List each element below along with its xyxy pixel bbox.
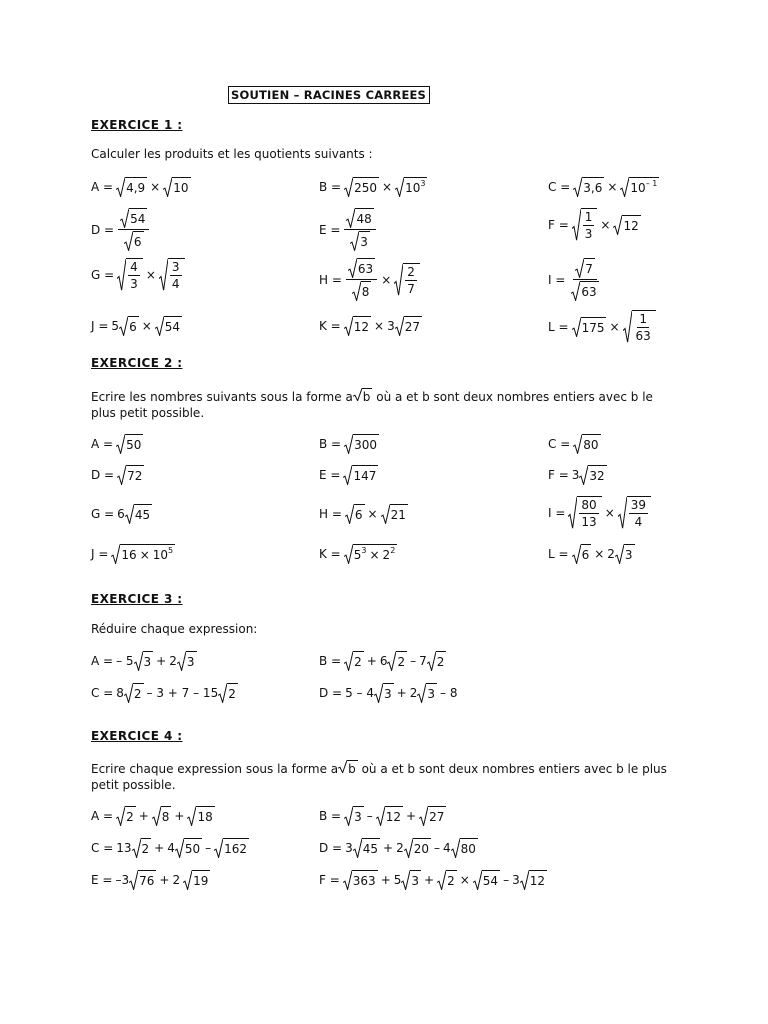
square-root-symbol: [345, 504, 354, 524]
ex4-expression-d: D = 3 45 + 2 20 – 4 80: [319, 838, 478, 858]
ex2-expression-a: A = 50: [91, 434, 143, 454]
square-root-symbol: [132, 838, 141, 858]
ex2-expression-g: G = 6 45: [91, 504, 152, 524]
square-root-symbol: [437, 870, 446, 890]
square-root-symbol: [134, 651, 143, 671]
square-root-symbol: [117, 465, 126, 485]
square-root-symbol: [381, 504, 390, 524]
ex1-expression-g: G = $\frac{4}{3}$ × $\frac{3}{4}$: [91, 258, 185, 291]
square-root-symbol: [573, 177, 582, 197]
ex1-expression-e: E = $\frac{48}{3}$: [319, 208, 377, 251]
square-root-symbol: [187, 806, 196, 826]
square-root-symbol: [473, 870, 482, 890]
ex1-expression-i: I = $\frac{7}{63}$: [548, 258, 602, 301]
ex3-expression-a: A = – 5 3 + 2 3: [91, 651, 197, 671]
exercise-3-heading: EXERCICE 3 :: [91, 592, 183, 606]
square-root-symbol: [572, 208, 581, 241]
square-root-symbol: [348, 258, 357, 278]
ex1-expression-l: L = 175 × $\frac{1}{63}$: [548, 310, 656, 343]
ex2-expression-l: L = 6 × 2 3: [548, 544, 635, 564]
square-root-symbol: [119, 316, 128, 336]
exercise-4-instruction: Ecrire chaque expression sous la forme a b où a et b sont deux nombres entiers avec b le plus petit possible.: [91, 762, 667, 792]
ex2-expression-c: C = 80: [548, 434, 601, 454]
square-root-symbol: [124, 683, 133, 703]
square-root-symbol: [572, 317, 581, 337]
ex2-expression-e: E = 147: [319, 465, 378, 485]
ex1-expression-f: F = $\frac{1}{3}$ × 12: [548, 210, 639, 241]
ex1-expression-c: C = 3,6 × 10 – 1: [548, 178, 658, 195]
square-root-symbol: [613, 215, 622, 235]
square-root-symbol: [116, 434, 125, 454]
square-root-symbol: [352, 281, 361, 301]
ex4-expression-a: A = 2 + 8 + 18: [91, 806, 215, 826]
square-root-symbol: [520, 870, 529, 890]
square-root-symbol: [353, 388, 362, 401]
square-root-symbol: [175, 838, 184, 858]
ex2-expression-j: J = 16 × 10 5: [91, 545, 174, 562]
square-root-symbol: [344, 651, 353, 671]
ex1-expression-d: D = $\frac{54}{6}$: [91, 208, 150, 251]
square-root-symbol: [350, 231, 359, 251]
square-root-symbol: [177, 651, 186, 671]
ex1-expression-k: K = 12 × 3 27: [319, 316, 422, 336]
square-root-symbol: [116, 806, 125, 826]
ex2-expression-f: F = 3 32: [548, 465, 607, 485]
square-root-symbol: [346, 208, 355, 228]
exercise-2-instruction: Ecrire les nombres suivants sous la forme a b où a et b sont deux nombres entiers avec b le plus petit possible.: [91, 390, 653, 420]
page-title: SOUTIEN – RACINES CARREES: [228, 86, 430, 104]
square-root-symbol: [163, 177, 172, 197]
ex3-expression-b: B = 2 + 6 2 – 7 2: [319, 651, 446, 671]
exercise-4-heading: EXERCICE 4 :: [91, 729, 183, 743]
square-root-symbol: [395, 316, 404, 336]
square-root-symbol: [183, 870, 192, 890]
square-root-symbol: [387, 651, 396, 671]
square-root-symbol: [214, 838, 223, 858]
square-root-symbol: [615, 544, 624, 564]
square-root-symbol: [427, 651, 436, 671]
ex2-expression-h: H = 6 × 21: [319, 504, 408, 524]
square-root-symbol: [124, 231, 133, 251]
exercise-1-instruction: Calculer les produits et les quotients suivants :: [91, 147, 373, 161]
square-root-symbol: [125, 504, 134, 524]
square-root-symbol: [159, 258, 168, 291]
square-root-symbol: [353, 838, 362, 858]
exercise-3-instruction: Réduire chaque expression:: [91, 622, 258, 636]
square-root-symbol: [152, 806, 161, 826]
square-root-symbol: [419, 806, 428, 826]
square-root-symbol: [618, 496, 627, 529]
square-root-symbol: [395, 177, 404, 197]
ex4-expression-b: B = 3 – 12 + 27: [319, 806, 446, 826]
ex2-expression-i: I = $\frac{80}{13}$ × $\frac{39}{4}$: [548, 496, 651, 529]
exercise-2-heading: EXERCICE 2 :: [91, 356, 183, 370]
square-root-symbol: [155, 316, 164, 336]
square-root-symbol: [623, 310, 632, 343]
square-root-symbol: [338, 760, 347, 773]
square-root-symbol: [111, 544, 120, 564]
square-root-symbol: [344, 806, 353, 826]
square-root-symbol: [401, 870, 410, 890]
ex4-expression-f: F = 363 + 5 3 + 2 × 54 – 3 12: [319, 870, 547, 890]
ex4-expression-c: C = 13 2 + 4 50 – 162: [91, 838, 249, 858]
square-root-symbol: [374, 683, 383, 703]
square-root-symbol: [394, 263, 403, 296]
square-root-symbol: [116, 177, 125, 197]
square-root-symbol: [376, 806, 385, 826]
exercise-1-heading: EXERCICE 1 :: [91, 118, 183, 132]
square-root-symbol: [117, 258, 126, 291]
square-root-symbol: [572, 544, 581, 564]
square-root-symbol: [344, 434, 353, 454]
square-root-symbol: [344, 177, 353, 197]
ex1-expression-b: B = 250 × 10 3: [319, 178, 426, 195]
square-root-symbol: [120, 208, 129, 228]
square-root-symbol: [404, 838, 413, 858]
square-root-symbol: [344, 316, 353, 336]
square-root-symbol: [218, 683, 227, 703]
square-root-symbol: [620, 177, 629, 197]
square-root-symbol: [451, 838, 460, 858]
square-root-symbol: [579, 465, 588, 485]
square-root-symbol: [343, 870, 352, 890]
square-root-symbol: [343, 465, 352, 485]
ex2-expression-d: D = 72: [91, 465, 144, 485]
square-root-symbol: [573, 434, 582, 454]
ex3-expression-c: C = 8 2 – 3 + 7 – 15 2: [91, 683, 238, 703]
ex1-expression-j: J = 5 6 × 54: [91, 316, 182, 336]
ex2-expression-b: B = 300: [319, 434, 379, 454]
ex2-expression-k: K = 5 3 × 2 2: [319, 545, 396, 562]
ex3-expression-d: D = 5 – 4 3 + 2 3 – 8: [319, 683, 457, 703]
square-root-symbol: [417, 683, 426, 703]
square-root-symbol: [575, 258, 584, 278]
square-root-symbol: [344, 544, 353, 564]
ex1-expression-h: H = $\frac{63}{8}$ × $\frac{2}{7}$: [319, 258, 420, 301]
ex4-expression-e: E = –3 76 + 2 19: [91, 870, 210, 890]
square-root-symbol: [571, 281, 580, 301]
ex1-expression-a: A = 4,9 × 10: [91, 177, 191, 197]
square-root-symbol: [568, 496, 577, 529]
square-root-symbol: [129, 870, 138, 890]
